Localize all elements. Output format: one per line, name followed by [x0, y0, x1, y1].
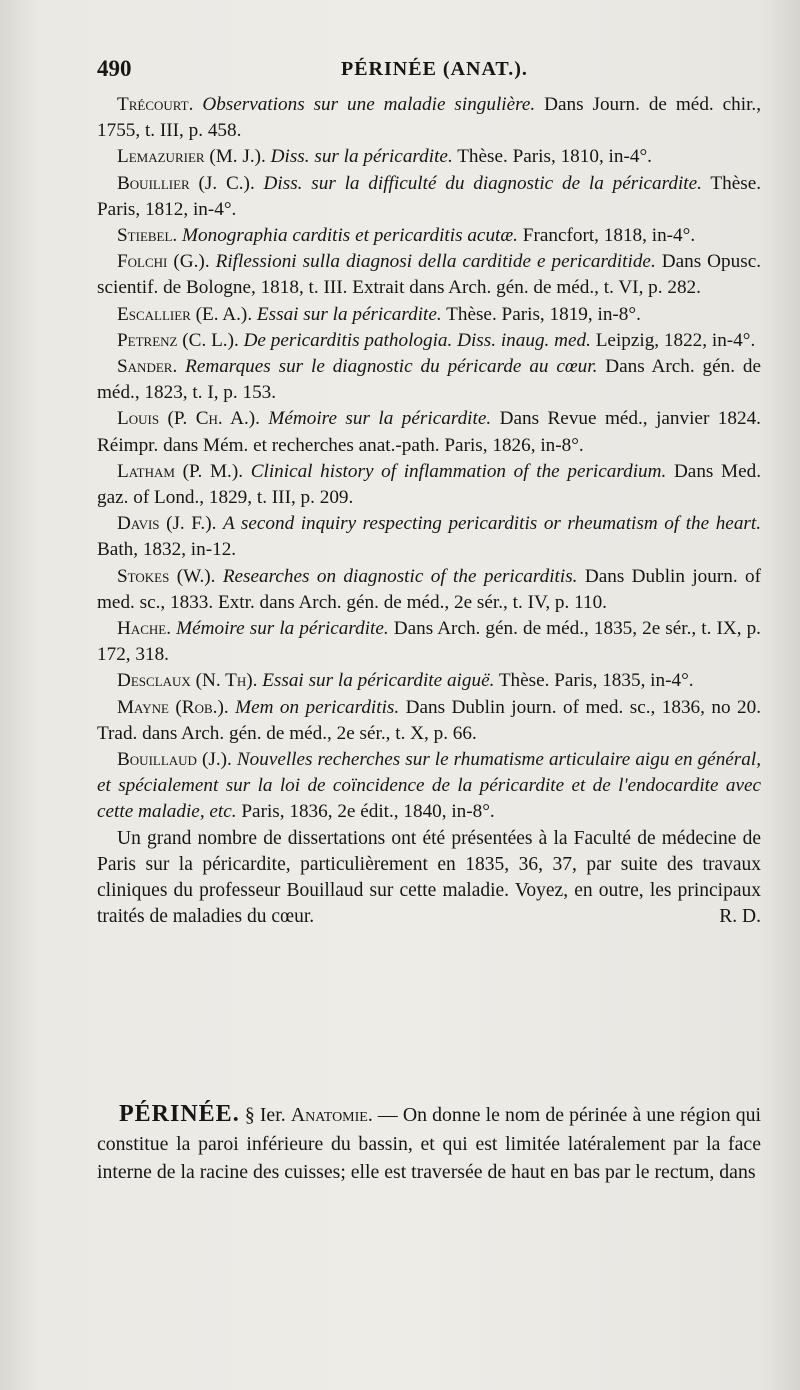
entry-details: Thèse. Paris, 1819, in-8°.: [441, 303, 641, 325]
bibliography-entry: [97, 668, 761, 694]
entry-author: Desclaux (N. Th).: [117, 670, 258, 692]
entry-title: De pericarditis pathologia. Diss. inaug. med.: [243, 329, 591, 351]
entry-author: Escallier (E. A.).: [117, 303, 253, 325]
bibliography-entry: [97, 406, 761, 458]
section-subheading: Anatomie.: [290, 1104, 373, 1126]
entry-author: Petrenz (C. L.).: [117, 329, 239, 351]
bibliography-entry: [97, 223, 761, 249]
paragraph-mark: § Ier.: [244, 1104, 286, 1126]
entry-details: Dans Opusc. scientif. de Bologne, 1818, t. III. Extrait dans Arch. gén. de méd., t. VI, p. 282.: [97, 251, 762, 299]
entry-title: Mémoire sur la péricardite.: [176, 618, 389, 640]
entry-title: Monographia carditis et pericarditis acutæ.: [182, 225, 518, 247]
entry-details: Thèse. Paris, 1810, in-4°.: [452, 146, 652, 168]
bibliography-entry: [97, 564, 761, 616]
entry-title: Remarques sur le diagnostic du péricarde au cœur.: [185, 356, 598, 378]
bibliography-entry: [97, 354, 761, 406]
author-signature: R. D.: [719, 906, 761, 928]
bibliography: [97, 92, 761, 931]
entry-author: Mayne (Rob.).: [117, 696, 229, 718]
page-header: [97, 56, 760, 86]
note-text: Un grand nombre de dissertations ont été présentées à la Faculté de médecine de Paris sur la péricardite, particulièrement en 1835, 36, 37, par suite des travaux cliniques du professeur Bouillaud sur cette maladie. Voyez, en outre, les principaux traités de maladies du cœur.: [97, 827, 761, 928]
entry-title: Riflessioni sulla diagnosi della carditide e pericarditide.: [215, 251, 656, 273]
section-text: — On donne le nom de périnée à une région qui constitue la paroi inférieure du bassin, et qui est limitée latéralement par la face interne de la racine des cuisses; elle est traversée de haut en bas par le rectum, dans: [97, 1104, 762, 1183]
bibliography-entry: [97, 171, 761, 223]
entry-title: Mem on pericarditis.: [235, 696, 400, 718]
entry-author: Sander.: [117, 356, 178, 378]
entry-details: Thèse. Paris, 1812, in-4°.: [97, 172, 762, 220]
entry-details: Dans Arch. gén. de méd., 1835, 2e sér., t. IX, p. 172, 318.: [97, 618, 761, 666]
entry-title: Diss. sur la difficulté du diagnostic de la péricardite.: [263, 172, 702, 194]
entry-title: Clinical history of inflammation of the pericardium.: [250, 460, 667, 482]
entry-author: Lemazurier (M. J.).: [117, 146, 266, 168]
entry-author: Stiebel.: [117, 225, 178, 247]
entry-details: Dans Arch. gén. de méd., 1823, t. I, p. 153.: [97, 356, 762, 404]
running-title: PÉRINÉE (ANAT.).: [341, 58, 528, 80]
entry-author: Trécourt.: [117, 94, 194, 115]
bibliography-entry: [97, 511, 761, 563]
entry-title: Nouvelles recherches sur le rhumatisme articulaire aigu en général, et spécialement sur la loi de coïncidence de la péricardite et de l'endocardite avec cette maladie, etc.: [97, 749, 761, 823]
entry-title: A second inquiry respecting pericarditis or rheumatism of the heart.: [222, 513, 762, 535]
entry-details: Bath, 1832, in-12.: [97, 539, 237, 561]
entry-author: Louis (P. Ch. A.).: [117, 408, 260, 430]
bibliography-entry: [97, 459, 761, 511]
entry-details: Leipzig, 1822, in-4°.: [590, 329, 756, 351]
entry-author: Stokes (W.).: [117, 565, 216, 587]
entry-author: Bouillaud (J.).: [117, 749, 232, 771]
entry-details: Dans Journ. de méd. chir., 1755, t. III, p. 458.: [97, 94, 761, 142]
entry-title: Researches on diagnostic of the pericarditis.: [222, 565, 578, 587]
entry-author: Bouillier (J. C.).: [117, 172, 255, 194]
bibliography-entry: [97, 616, 761, 668]
entry-details: Dans Revue méd., janvier 1824. Réimpr. dans Mém. et recherches anat.-path. Paris, 1826, in-8°.: [97, 408, 761, 456]
entry-details: Francfort, 1818, in-4°.: [517, 225, 696, 247]
entry-details: Paris, 1836, 2e édit., 1840, in-8°.: [236, 801, 495, 823]
bibliography-entry: [97, 747, 761, 826]
bibliography-entry: [97, 695, 761, 747]
page-number: 490: [97, 56, 132, 81]
bibliography-entry: [97, 302, 761, 328]
entry-title: Mémoire sur la péricardite.: [268, 408, 492, 430]
entry-title: Essai sur la péricardite aiguë.: [262, 670, 495, 692]
entry-details: Dans Dublin journ. of med. sc., 1833. Extr. dans Arch. gén. de méd., 2e sér., t. IV, p. 110.: [97, 565, 762, 613]
closing-note: [97, 826, 761, 931]
entry-title: Diss. sur la péricardite.: [270, 146, 453, 168]
entry-details: Thèse. Paris, 1835, in-4°.: [494, 670, 694, 692]
entry-details: Dans Med. gaz. of Lond., 1829, t. III, p. 209.: [97, 460, 762, 509]
section-perinee: [97, 1100, 761, 1187]
section-heading: PÉRINÉE.: [119, 1101, 240, 1127]
entry-author: Latham (P. M.).: [117, 460, 244, 482]
bibliography-entry: [97, 249, 761, 301]
entry-title: Essai sur la péricardite.: [256, 303, 442, 325]
entry-details: Dans Dublin journ. of med. sc., 1836, no 20. Trad. dans Arch. gén. de méd., 2e sér., t. X, p. 66.: [97, 696, 762, 744]
bibliography-entry: [97, 328, 761, 354]
bibliography-entry: [97, 92, 761, 144]
bibliography-entry: [97, 144, 761, 170]
entry-author: Davis (J. F.).: [117, 513, 217, 535]
entry-title: Observations sur une maladie singulière.: [202, 94, 536, 115]
entry-author: Folchi (G.).: [117, 251, 210, 273]
entry-author: Hache.: [117, 618, 172, 640]
